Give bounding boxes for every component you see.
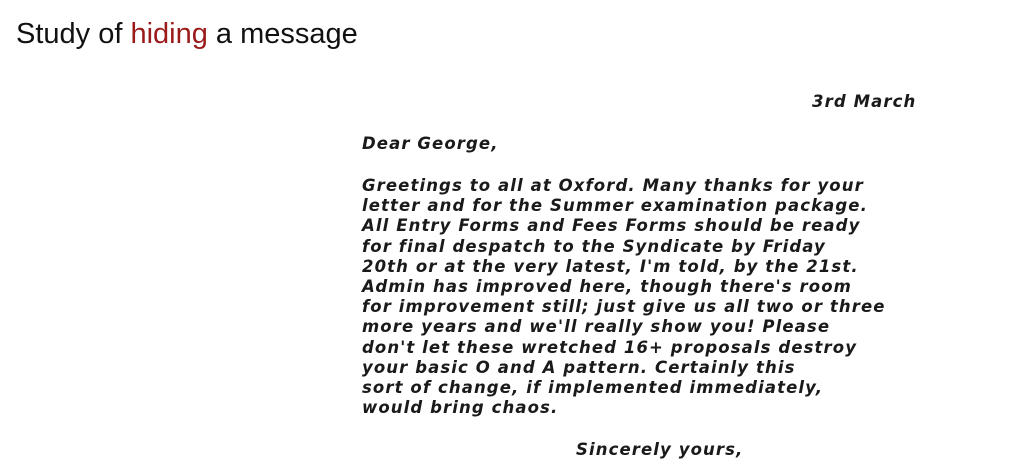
letter-line: sort of change, if implemented immediately,: [362, 377, 824, 397]
letter-line: would bring chaos.: [362, 398, 559, 418]
letter-line: Admin has improved here, though there's room: [362, 276, 852, 296]
letter-date: 3rd March: [812, 92, 917, 111]
letter-closing: Sincerely yours,: [576, 440, 744, 459]
letter-line: for final despatch to the Syndicate by Friday: [362, 236, 826, 256]
letter-line: 20th or at the very latest, I'm told, by the 21st.: [362, 256, 859, 276]
title-prefix: Study of: [16, 18, 131, 50]
page-title: [16, 18, 358, 51]
letter-salutation: Dear George,: [362, 134, 499, 153]
title-suffix: a message: [207, 18, 358, 50]
letter-body: [362, 176, 1002, 418]
letter-line: more years and we'll really show you! Please: [362, 317, 831, 337]
letter-line: don't let these wretched 16+ proposals destroy: [362, 337, 858, 357]
title-highlight: hiding: [130, 18, 208, 50]
letter-line: letter and for the Summer examination package.: [362, 196, 868, 216]
letter-line: for improvement still; just give us all two or three: [362, 297, 886, 317]
letter-line: All Entry Forms and Fees Forms should be ready: [362, 216, 861, 236]
letter-line: your basic O and A pattern. Certainly this: [362, 357, 796, 377]
letter-line: Greetings to all at Oxford. Many thanks for your: [362, 176, 864, 195]
